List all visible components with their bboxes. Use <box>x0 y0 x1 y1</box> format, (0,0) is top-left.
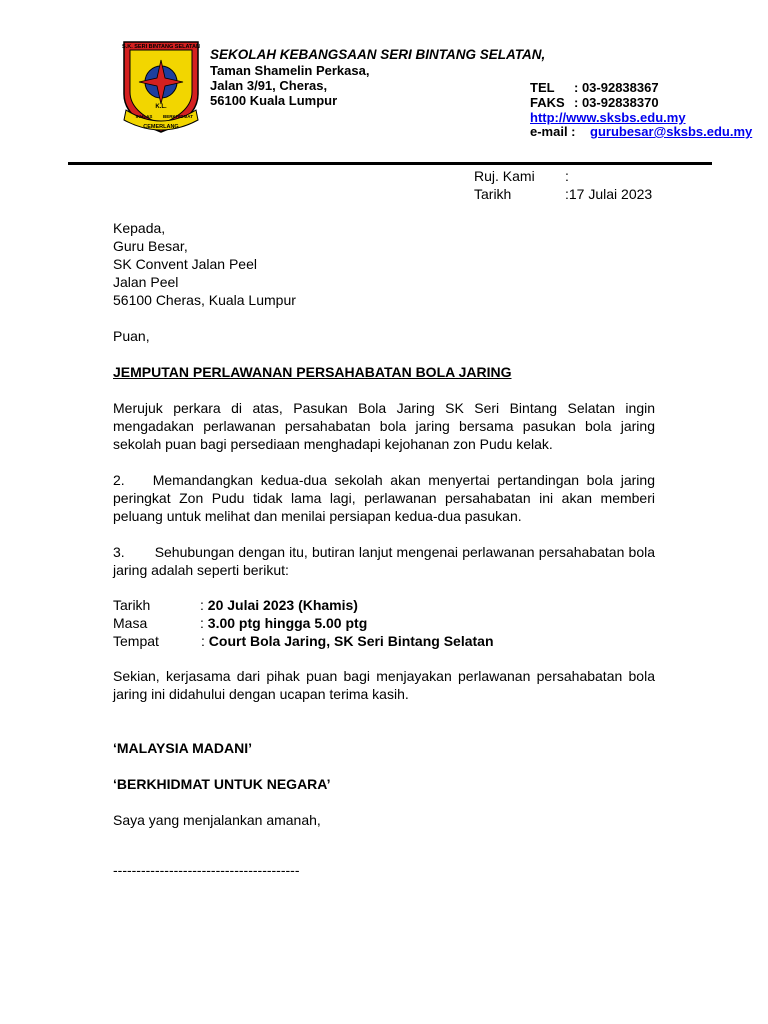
sign-off: Saya yang menjalankan amanah, <box>113 812 321 828</box>
closing-paragraph: Sekian, kerjasama dari pihak puan bagi menjayakan perlawanan persahabatan bola jaring ini didahului dengan ucapan terima kasih. <box>113 668 655 702</box>
detail-label: Masa <box>113 615 148 631</box>
letter-subject: JEMPUTAN PERLAWANAN PERSAHABATAN BOLA JARING <box>113 364 512 380</box>
ref-value: : <box>565 168 569 184</box>
faks-value: : 03-92838370 <box>574 95 659 110</box>
header-divider <box>68 162 712 165</box>
slogan-malaysia-madani: ‘MALAYSIA MADANI’ <box>113 740 252 756</box>
recipient-line: Jalan Peel <box>113 274 179 290</box>
recipient-line: Kepada, <box>113 220 166 236</box>
address-line-1: Taman Shamelin Perkasa, <box>210 63 370 78</box>
date-value: :17 Julai 2023 <box>565 186 653 202</box>
email-link[interactable]: gurubesar@sksbs.edu.my <box>590 124 753 139</box>
website-link[interactable]: http://www.sksbs.edu.my <box>530 110 686 125</box>
paragraph-3-text: Sehubungan dengan itu, butiran lanjut mengenai perlawanan persahabatan bola jaring adalah seperti berikut: <box>113 544 655 578</box>
address-line-3: 56100 Kuala Lumpur <box>210 93 338 108</box>
detail-value: : 3.00 ptg hingga 5.00 ptg <box>200 615 368 631</box>
detail-label: Tempat <box>113 633 159 649</box>
slogan-berkhidmat: ‘BERKHIDMAT UNTUK NEGARA’ <box>113 776 331 792</box>
signature-line: ---------------------------------------- <box>113 862 300 878</box>
detail-value: : Court Bola Jaring, SK Seri Bintang Selatan <box>201 633 494 649</box>
logo-motto: CEMERLANG <box>143 124 179 130</box>
paragraph-2-number: 2. <box>113 472 125 488</box>
detail-label: Tarikh <box>113 597 151 613</box>
ref-label: Ruj. Kami <box>474 168 535 184</box>
paragraph-2 <box>113 471 655 525</box>
paragraph-2-text: Memandangkan kedua-dua sekolah akan menyertai pertandingan bola jaring peringkat Zon Pudu tidak lama lagi, perlawanan persahabatan ini akan memberi peluang untuk melihat dan menilai persiapan kedua-dua pasukan. <box>113 472 655 524</box>
logo-banner-left: IKHLAS <box>135 114 153 119</box>
paragraph-3 <box>113 543 655 579</box>
tel-label: TEL <box>530 80 555 95</box>
recipient-block <box>113 219 655 309</box>
detail-value: : 20 Julai 2023 (Khamis) <box>200 597 358 613</box>
date-label: Tarikh <box>474 186 512 202</box>
tel-value: : 03-92838367 <box>574 80 659 95</box>
recipient-line: SK Convent Jalan Peel <box>113 256 257 272</box>
logo-banner-right: BERKHIDMAT <box>163 114 193 119</box>
school-name: SEKOLAH KEBANGSAAN SERI BINTANG SELATAN, <box>210 47 546 62</box>
address-line-2: Jalan 3/91, Cheras, <box>210 78 328 93</box>
paragraph-3-number: 3. <box>113 544 125 560</box>
recipient-line: 56100 Cheras, Kuala Lumpur <box>113 292 296 308</box>
email-label: e-mail : <box>530 124 576 139</box>
paragraph-1: Merujuk perkara di atas, Pasukan Bola Jaring SK Seri Bintang Selatan ingin mengadakan perlawanan persahabatan bola jaring bersama pasukan bola jaring sekolah puan bagi persediaan menghadapi kejohanan zon Pudu kelak. <box>113 400 655 452</box>
school-crest-logo <box>116 36 206 136</box>
logo-top-text: S.K. SERI BINTANG SELATAN <box>122 44 200 50</box>
recipient-line: Guru Besar, <box>113 238 188 254</box>
logo-mid-text: K.L. <box>155 104 167 110</box>
salutation: Puan, <box>113 328 150 344</box>
faks-label: FAKS <box>530 95 565 110</box>
